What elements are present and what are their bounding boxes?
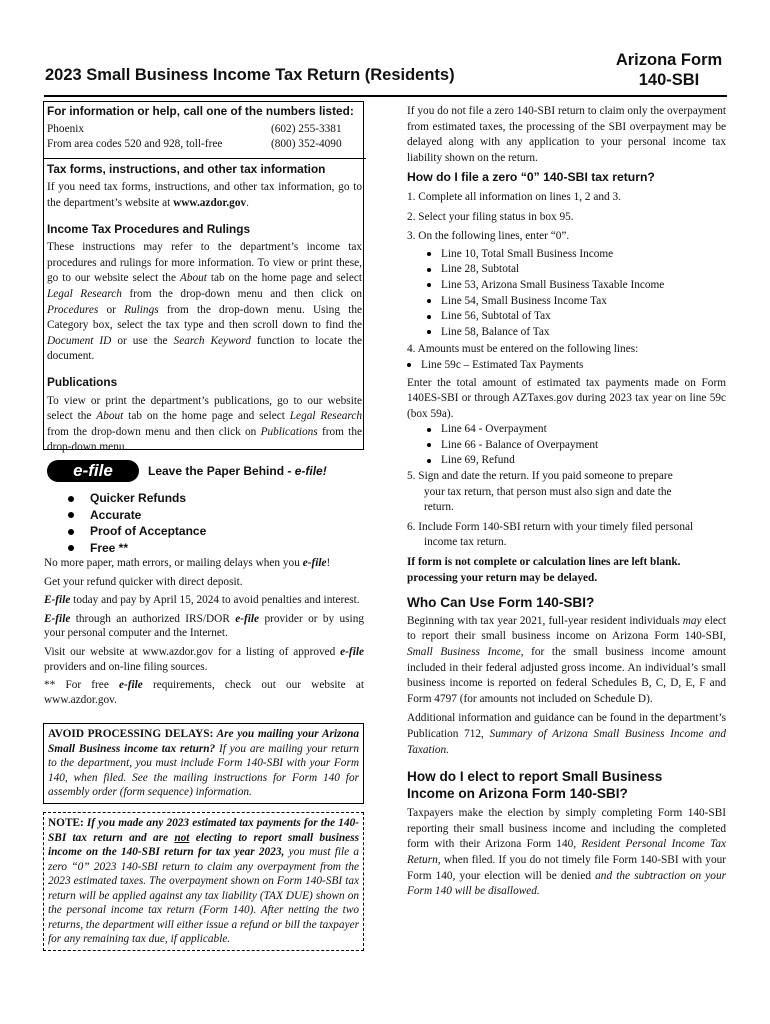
step-1: 1. Complete all information on lines 1, 2 and 3.	[407, 190, 621, 203]
who-heading: Who Can Use Form 140-SBI?	[407, 595, 595, 611]
step-4: 4. Amounts must be entered on the following lines:	[407, 343, 639, 356]
proc-text: or	[98, 303, 125, 316]
proc-text: function to locate the document.	[47, 334, 362, 363]
efile-bullet: Proof of Acceptance	[68, 523, 206, 540]
list-item: Line 56, Subtotal of Tax	[427, 309, 726, 325]
forms-text-end: .	[246, 196, 249, 209]
step-4-item: Line 59c – Estimated Tax Payments	[407, 358, 726, 374]
efile-bullet: Quicker Refunds	[68, 490, 206, 507]
pub-text: from the drop-down menu.	[47, 425, 362, 454]
warning: If form is not complete or calculation lines are left blank. processing your return may be delayed.	[407, 556, 681, 584]
efile-tagline-em: e-file!	[294, 464, 327, 478]
publications-heading: Publications	[47, 374, 118, 389]
phone-row-phoenix	[47, 122, 362, 138]
phone-number-area: (800) 352-4090	[271, 138, 342, 151]
step-5: 5. Sign and date the return. If you paid someone to prepare your tax return, that person must also sign and date the return.	[407, 470, 673, 514]
list-item: Line 66 - Balance of Overpayment	[427, 438, 726, 454]
phone-label-phoenix: Phoenix	[47, 122, 85, 135]
efile-bullet: Free **	[68, 540, 206, 557]
list-item: Line 10, Total Small Business Income	[427, 247, 726, 263]
form-number	[611, 50, 727, 90]
step-3: 3. On the following lines, enter “0”.	[407, 230, 570, 243]
list-item: Line 58, Balance of Tax	[427, 325, 726, 341]
list-item: Line 28, Subtotal	[427, 262, 726, 278]
pub-legal: Legal Research	[289, 410, 362, 423]
list-item: Line 64 - Overpayment	[427, 422, 726, 438]
forms-text: If you need tax forms, instructions, and other tax information, go to the department’s website at	[47, 181, 362, 209]
form-line-1: Arizona Form	[615, 51, 723, 69]
list-item: Line 69, Refund	[427, 453, 726, 469]
note-bold: electing to report small business income on the 140-SBI return for tax year 2023,	[48, 831, 359, 858]
info-box-content	[47, 104, 362, 456]
list-item: Line 53, Arizona Small Business Taxable Income	[427, 278, 726, 294]
procedures-paragraph	[47, 240, 362, 365]
avoid-question: Are you mailing your Arizona Small Business income tax return?	[48, 728, 360, 755]
proc-text: tab on the home page and select	[206, 272, 362, 285]
intro-paragraph: If you do not file a zero 140-SBI return to claim only the overpayment from estimated taxes, the processing of the SBI overpayment may be delayed along with any application to your personal income tax liability shown on the return.	[407, 105, 726, 164]
pub-text: tab on the home page and select	[123, 410, 290, 423]
proc-text: or use the	[111, 334, 174, 347]
forms-heading: Tax forms, instructions, and other tax information	[47, 161, 326, 176]
efile-tagline-text: Leave the Paper Behind -	[148, 464, 295, 478]
zero-return-heading: How do I file a zero “0” 140-SBI tax return?	[407, 170, 655, 185]
note-lead: NOTE:	[48, 817, 84, 829]
efile-free: ** For free e-file requirements, check out our website at www.azdor.gov.	[44, 679, 364, 706]
phone-label-area: From area codes 520 and 928, toll-free	[47, 138, 223, 151]
avoid-text: If you are mailing your return to the department, you must include Form 140-SBI with your Form 140, when filed. See the mailing instructions for Form 140 for assembly order (form sequence) information.	[48, 742, 359, 798]
elect-paragraph: Taxpayers make the election by simply completing Form 140-SBI reporting their small business income and including the completed form with their Arizona Form 140, Resident Personal Income Tax Return, when filed. If you do not timely file Form 140-SBI with your Form 140, your election will be denied and the subtraction on your Form 140 will be disallowed.	[407, 807, 726, 898]
efile-visit: Visit our website at www.azdor.gov for a listing of approved e-file providers and on-line filing sources.	[44, 645, 364, 673]
website-link[interactable]: www.azdor.gov	[173, 196, 247, 209]
step-2: 2. Select your filing status in box 95.	[407, 210, 574, 223]
overpayment-list	[407, 422, 726, 469]
zero-lines-list	[407, 247, 726, 341]
efile-authorized: E-file through an authorized IRS/DOR e-file provider or by using your personal computer and the Internet.	[44, 612, 364, 640]
efile-logo: e-file	[47, 460, 139, 482]
proc-rulings: Rulings	[124, 303, 159, 316]
efile-refund: Get your refund quicker with direct deposit.	[44, 575, 243, 588]
step-6: 6. Include Form 140-SBI return with your timely filed personal income tax return.	[407, 520, 694, 549]
efile-tagline	[148, 464, 327, 478]
avoid-delays-box	[43, 723, 364, 804]
efile-details	[44, 556, 364, 707]
form-line-2: 140-SBI	[638, 71, 700, 89]
header-rule	[44, 95, 727, 97]
publications-paragraph	[47, 394, 362, 456]
estimated-paragraph: Enter the total amount of estimated tax payments made on Form 140ES-SBI or through AZTaxes.gov during 2023 tax year on line 59c (box 59a).	[407, 376, 726, 420]
pub-publications: Publications	[260, 425, 318, 438]
additional-paragraph: Additional information and guidance can be found in the department’s Publication 712, Summary of Arizona Small Business Income and Taxation.	[407, 712, 726, 756]
right-column	[407, 104, 726, 900]
proc-text: from the drop-down menu. Using the Category box, select the tax type and then scroll down to find the	[47, 303, 362, 332]
pub-about: About	[96, 410, 124, 423]
forms-paragraph	[47, 180, 362, 211]
elect-heading: How do I elect to report Small Business Income on Arizona Form 140-SBI?	[407, 769, 663, 802]
proc-procedures: Procedures	[47, 303, 99, 316]
proc-docid: Document ID	[47, 334, 112, 347]
divider	[43, 158, 366, 159]
avoid-lead: AVOID PROCESSING DELAYS:	[48, 728, 214, 740]
efile-bullet: Accurate	[68, 507, 206, 524]
page-title: 2023 Small Business Income Tax Return (Residents)	[45, 66, 455, 84]
note-text: you must file a zero “0” 2023 140-SBI return to claim any overpayment from the 2023 estimated taxes. The overpayment shown on Form 140-SBI tax return will be applied against any tax liability (TAX DUE) shown on the personal income tax return (Form 140). After netting the two returns, the department will either issue a refund or bill the taxpayer for any remaining tax due, if applicable.	[48, 846, 360, 945]
help-heading: For information or help, call one of the numbers listed:	[47, 104, 354, 118]
procedures-heading: Income Tax Procedures and Rulings	[47, 221, 251, 236]
phone-row-area	[47, 137, 362, 153]
phone-number-phoenix: (602) 255-3381	[271, 122, 342, 135]
proc-text: These instructions may refer to the department’s income tax procedures and rulings for more information. To view or print these, go to our website select the	[47, 241, 362, 285]
efile-today: E-file today and pay by April 15, 2024 to avoid penalties and interest.	[44, 594, 360, 607]
pub-text: from the drop-down menu and then click on	[47, 425, 261, 438]
note-not: not	[174, 831, 190, 844]
list-item: Line 54, Small Business Income Tax	[427, 294, 726, 310]
proc-search: Search Keyword	[173, 334, 251, 347]
note-box	[43, 812, 364, 951]
who-paragraph: Beginning with tax year 2021, full-year resident individuals may elect to report their small business income on Arizona Form 140-SBI, Small Business Income, for the small business income amount included in their federal adjusted gross income. An individual’s small business income is reported on federal Schedules B, C, D, E, F and Form 4797 (for amounts not included on Schedule D).	[407, 614, 726, 705]
pub-text: To view or print the department’s publications, go to our website select the	[47, 394, 362, 423]
efile-bullets	[68, 490, 206, 556]
note-bold: If you made any 2023 estimated tax payments for the 140-SBI tax return and are	[48, 817, 359, 844]
proc-about: About	[179, 272, 207, 285]
proc-legal: Legal Research	[47, 287, 122, 300]
efile-nomore: No more paper, math errors, or mailing delays when you e-file!	[44, 557, 331, 569]
proc-text: from the drop-down menu and then click on	[121, 287, 363, 300]
